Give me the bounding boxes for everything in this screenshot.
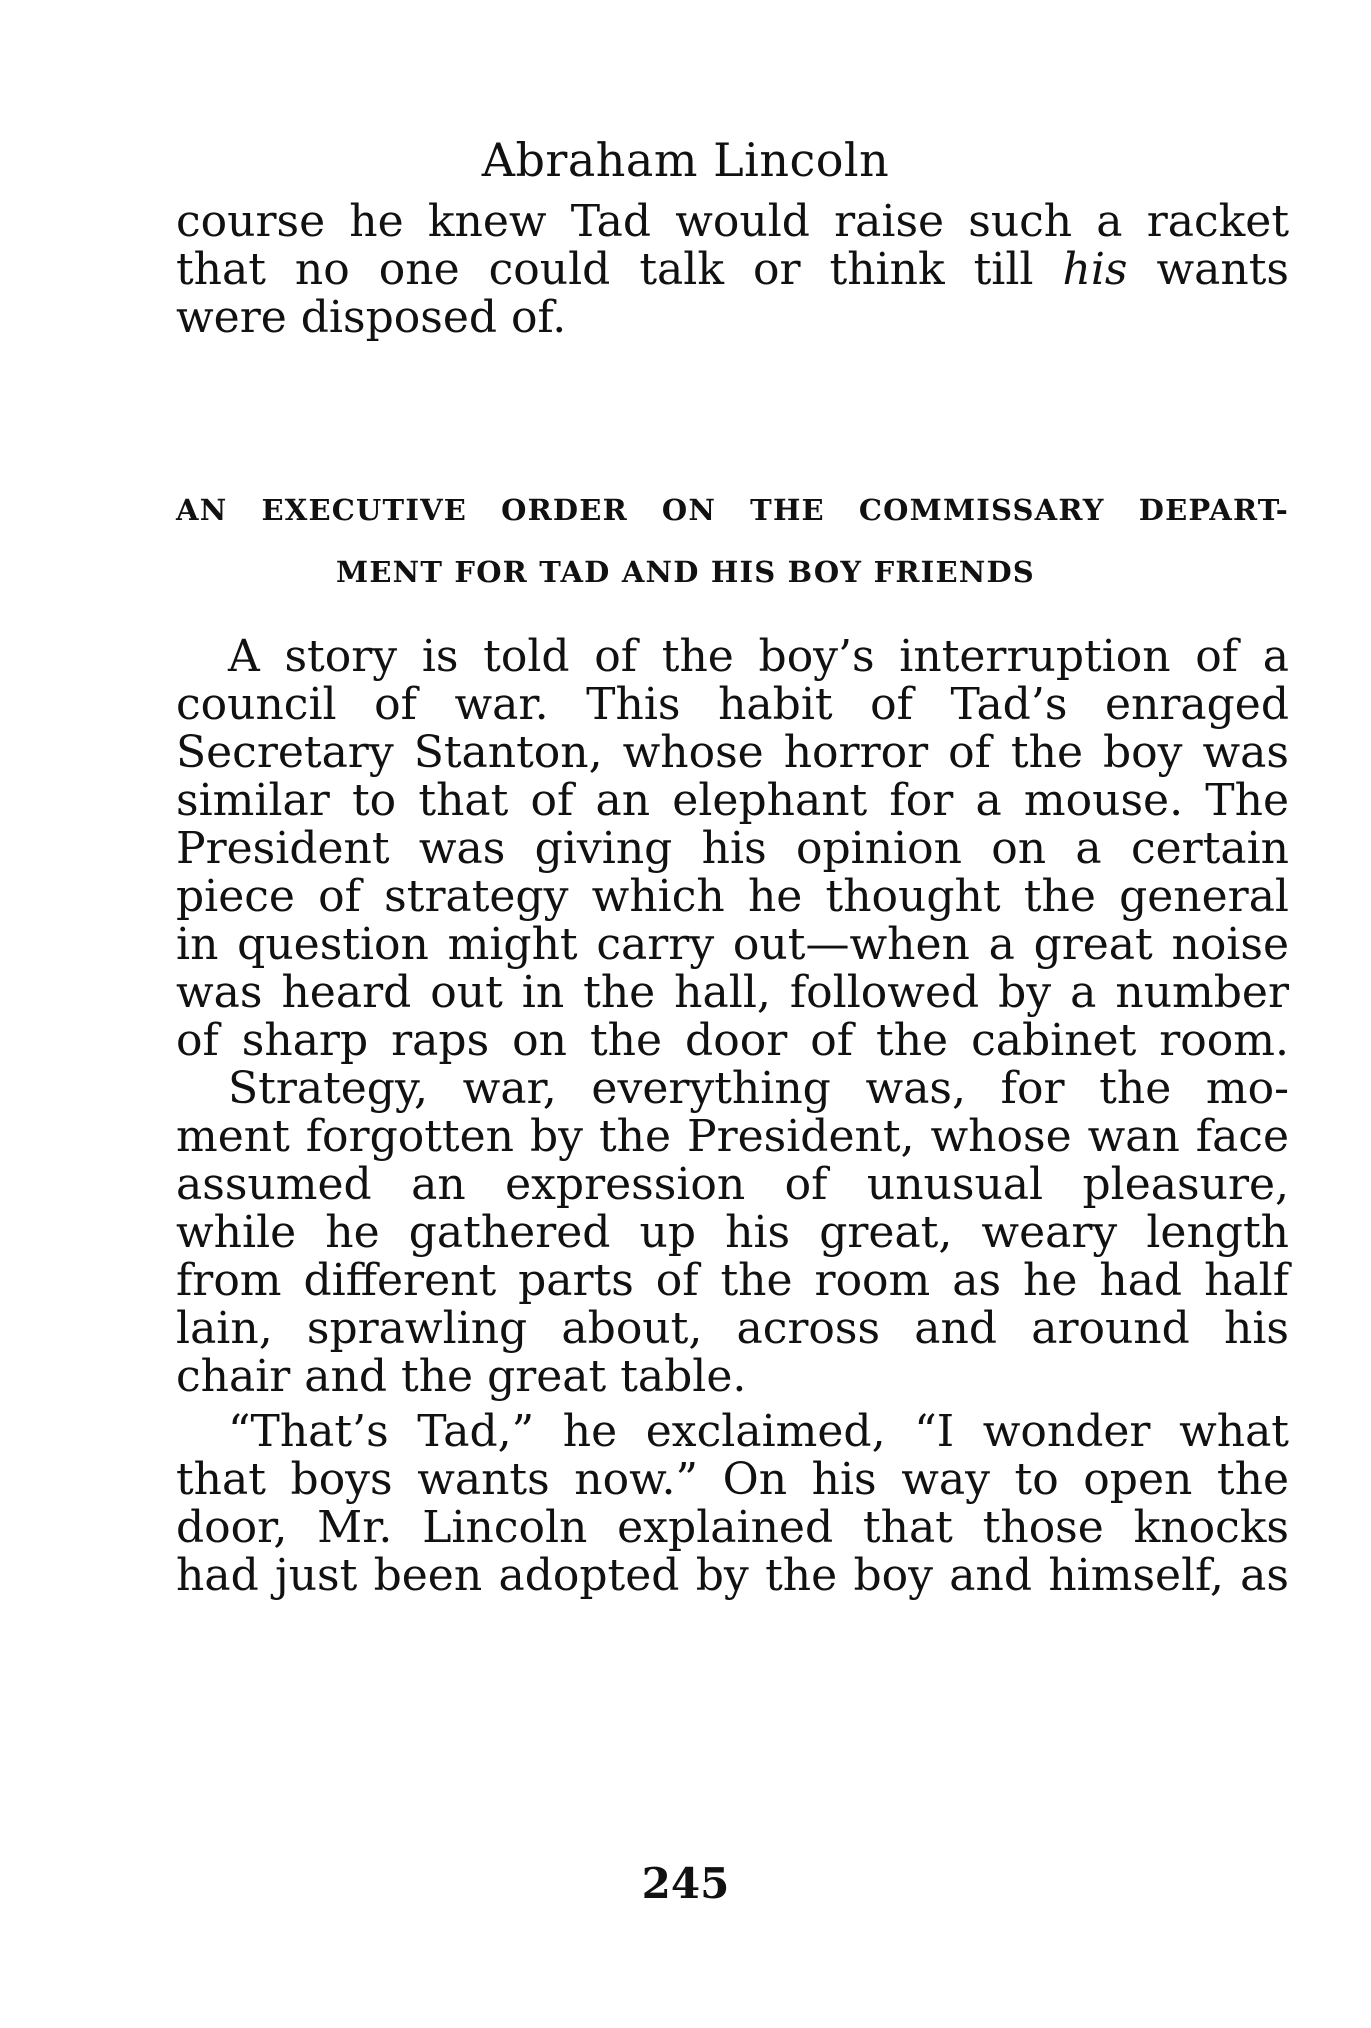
- section-heading-line-2: MENT FOR TAD AND HIS BOY FRIENDS: [336, 555, 1035, 589]
- text-line: similar to that of an elephant for a mouse. The: [176, 775, 1289, 826]
- text-line: assumed an expression of unusual pleasure,: [176, 1159, 1289, 1210]
- text-line: of sharp raps on the door of the cabinet room.: [176, 1015, 1289, 1066]
- text-line: lain, sprawling about, across and around his: [176, 1303, 1289, 1354]
- text-line: were disposed of.: [176, 292, 567, 343]
- text-line: course he knew Tad would raise such a racket: [176, 196, 1289, 247]
- text-line: Strategy, war, everything was, for the mo-: [228, 1063, 1289, 1114]
- text-line: was heard out in the hall, followed by a number: [176, 967, 1289, 1018]
- text-line: had just been adopted by the boy and himself, as: [176, 1550, 1289, 1601]
- text-line: while he gathered up his great, weary length: [176, 1207, 1289, 1258]
- section-heading-line-1: AN EXECUTIVE ORDER ON THE COMMISSARY DEPART-: [176, 493, 1289, 527]
- text-line: ment forgotten by the President, whose wan face: [176, 1111, 1289, 1162]
- text-line: that boys wants now.” On his way to open the: [176, 1454, 1289, 1505]
- text-line: chair and the great table.: [176, 1351, 747, 1402]
- text-line: Secretary Stanton, whose horror of the boy was: [176, 727, 1289, 778]
- running-head: Abraham Lincoln: [481, 133, 890, 187]
- text-line: in question might carry out—when a great noise: [176, 919, 1289, 970]
- page-number: 245: [641, 1859, 730, 1908]
- text-line: A story is told of the boy’s interruption of a: [228, 631, 1289, 682]
- text-line: President was giving his opinion on a certain: [176, 823, 1289, 874]
- text-line: door, Mr. Lincoln explained that those knocks: [176, 1502, 1289, 1553]
- text-line: from different parts of the room as he had half: [176, 1255, 1289, 1306]
- text-span: wants: [1127, 244, 1290, 295]
- text-line: “That’s Tad,” he exclaimed, “I wonder what: [228, 1406, 1289, 1457]
- emphasis-text: his: [1062, 244, 1128, 295]
- text-line: council of war. This habit of Tad’s enraged: [176, 679, 1289, 730]
- text-line: piece of strategy which he thought the general: [176, 871, 1289, 922]
- text-span: that no one could talk or think till: [176, 244, 1063, 295]
